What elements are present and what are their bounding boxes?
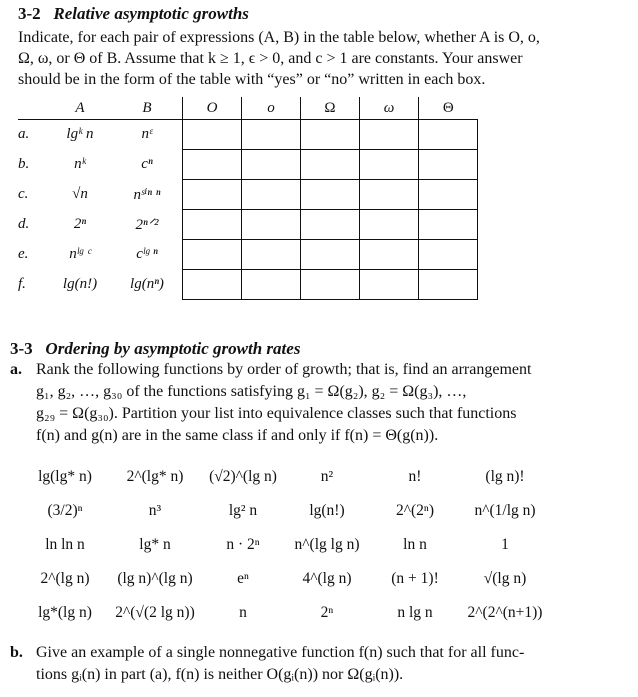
function-item: lg(lg* n) xyxy=(38,468,92,485)
row-a-expr: nᵏ xyxy=(74,156,86,172)
function-item: n^(1/lg n) xyxy=(474,502,536,519)
function-item: n · 2ⁿ xyxy=(226,536,260,553)
function-item: 2ⁿ xyxy=(320,604,334,621)
answer-box[interactable] xyxy=(419,120,478,150)
answer-box[interactable] xyxy=(360,150,419,180)
answer-box[interactable] xyxy=(183,180,242,210)
answer-box[interactable] xyxy=(360,240,419,270)
problem-number: 3-2 xyxy=(18,4,41,23)
function-item: lg(n!) xyxy=(309,502,345,519)
function-item: 2^(√(2 lg n)) xyxy=(115,604,195,621)
function-item: n³ xyxy=(148,502,162,519)
row-b-expr: cˡᵍ ⁿ xyxy=(112,240,183,270)
answer-box[interactable] xyxy=(242,120,301,150)
table-header-row xyxy=(18,97,478,120)
answer-box[interactable] xyxy=(360,120,419,150)
answer-box[interactable] xyxy=(183,210,242,240)
row-label: d. xyxy=(18,216,30,232)
answer-box[interactable] xyxy=(360,270,419,300)
answer-box[interactable] xyxy=(301,270,360,300)
answer-box[interactable] xyxy=(242,270,301,300)
row-b-expr: nᵋ xyxy=(112,120,183,150)
row-a-expr: lg(n!) xyxy=(62,276,98,292)
part-b-line-2: tions gᵢ(n) in part (a), f(n) is neither O(gᵢ(n)) nor Ω(gᵢ(n)). xyxy=(36,666,404,683)
answer-box[interactable] xyxy=(242,210,301,240)
function-item: √(lg n) xyxy=(483,570,527,587)
part-a-line-3: g₂₉ = Ω(g₃₀). Partition your list into equivalence classes such that functions xyxy=(36,405,517,422)
row-a-expr: √n xyxy=(72,186,88,202)
answer-box[interactable] xyxy=(301,240,360,270)
function-item: lg* n xyxy=(139,536,171,553)
part-a-line-1: Rank the following functions by order of growth; that is, find an arrangement xyxy=(36,361,532,378)
problem-title: Ordering by asymptotic growth rates xyxy=(45,339,301,358)
function-item: 2^(lg n) xyxy=(40,570,90,587)
function-item: eⁿ xyxy=(237,570,249,587)
header-big-o: O xyxy=(183,97,242,120)
table-row xyxy=(18,180,478,210)
answer-box[interactable] xyxy=(360,180,419,210)
table-row xyxy=(18,150,478,180)
answer-box[interactable] xyxy=(183,150,242,180)
header-b: B xyxy=(112,97,183,120)
answer-box[interactable] xyxy=(419,180,478,210)
problem-3-2-line-1: Indicate, for each pair of expressions (A, B) in the table below, whether A is O, o, xyxy=(18,29,540,46)
table-row xyxy=(18,240,478,270)
function-item: (3/2)ⁿ xyxy=(47,502,83,519)
function-item: n xyxy=(239,604,247,621)
row-label: e. xyxy=(18,246,29,262)
function-item: ln n xyxy=(403,536,427,553)
table-row xyxy=(18,270,478,300)
row-b-expr: 2ⁿᐟ² xyxy=(112,210,183,240)
part-a-label: a. xyxy=(10,361,22,378)
answer-box[interactable] xyxy=(242,180,301,210)
function-item: n^(lg lg n) xyxy=(294,536,360,553)
row-b-expr: nˢⁱⁿ ⁿ xyxy=(112,180,183,210)
table-row xyxy=(18,120,478,150)
problem-3-2-line-2: Ω, ω, or Θ of B. Assume that k ≥ 1, ϵ > 0, and c > 1 are constants. Your answer xyxy=(18,50,523,67)
row-b-expr: cⁿ xyxy=(112,150,183,180)
row-b-expr: lg(nⁿ) xyxy=(112,270,183,300)
function-item: n² xyxy=(320,468,334,485)
problem-number: 3-3 xyxy=(10,339,33,358)
problem-3-2-line-3: should be in the form of the table with “yes” or “no” written in each box. xyxy=(18,71,486,88)
table-row xyxy=(18,210,478,240)
answer-box[interactable] xyxy=(183,270,242,300)
function-item: (lg n)! xyxy=(485,468,525,485)
header-a: A xyxy=(48,97,112,120)
function-item: (lg n)^(lg n) xyxy=(117,570,193,587)
row-label: b. xyxy=(18,156,30,172)
part-b-line-1: Give an example of a single nonnegative function f(n) such that for all func- xyxy=(36,644,525,661)
answer-box[interactable] xyxy=(183,120,242,150)
answer-box[interactable] xyxy=(419,210,478,240)
row-a-expr: nˡᵍ ᶜ xyxy=(69,246,91,262)
row-label: c. xyxy=(18,186,29,202)
answer-box[interactable] xyxy=(242,240,301,270)
answer-box[interactable] xyxy=(301,120,360,150)
answer-box[interactable] xyxy=(242,150,301,180)
part-a-line-4: f(n) and g(n) are in the same class if and only if f(n) = Θ(g(n)). xyxy=(36,427,439,444)
function-item: n! xyxy=(408,468,422,485)
function-item: (n + 1)! xyxy=(391,570,439,587)
header-little-o: o xyxy=(242,97,301,120)
function-item: 2^(2^(n+1)) xyxy=(467,604,543,621)
problem-3-2-heading xyxy=(18,4,249,24)
answer-box[interactable] xyxy=(360,210,419,240)
function-item: (√2)^(lg n) xyxy=(209,468,277,485)
answer-box[interactable] xyxy=(419,270,478,300)
answer-box[interactable] xyxy=(419,150,478,180)
answer-box[interactable] xyxy=(301,210,360,240)
row-label: f. xyxy=(18,276,26,292)
row-label: a. xyxy=(18,126,30,143)
function-item: n lg n xyxy=(397,604,433,621)
asymptotic-table xyxy=(18,97,478,300)
function-item: 2^(lg* n) xyxy=(126,468,184,485)
answer-box[interactable] xyxy=(301,150,360,180)
function-item: 2^(2ⁿ) xyxy=(396,502,434,519)
header-big-omega: Ω xyxy=(301,97,360,120)
header-little-omega: ω xyxy=(360,97,419,120)
header-theta: Θ xyxy=(419,97,478,120)
problem-title: Relative asymptotic growths xyxy=(53,4,249,23)
row-a-expr: lgᵏ n xyxy=(66,126,94,143)
part-a-line-2: g₁, g₂, …, g₃₀ of the functions satisfying g₁ = Ω(g₂), g₂ = Ω(g₃), …, xyxy=(36,383,467,400)
answer-box[interactable] xyxy=(301,180,360,210)
problem-3-3-heading xyxy=(10,339,300,359)
function-item: lg² n xyxy=(228,502,258,519)
function-item: 1 xyxy=(501,536,509,553)
answer-box[interactable] xyxy=(183,240,242,270)
function-item: 4^(lg n) xyxy=(302,570,352,587)
part-b-label: b. xyxy=(10,644,23,661)
row-a-expr: 2ⁿ xyxy=(73,216,87,232)
function-item: lg*(lg n) xyxy=(38,604,92,621)
function-item: ln ln n xyxy=(45,536,85,553)
answer-box[interactable] xyxy=(419,240,478,270)
